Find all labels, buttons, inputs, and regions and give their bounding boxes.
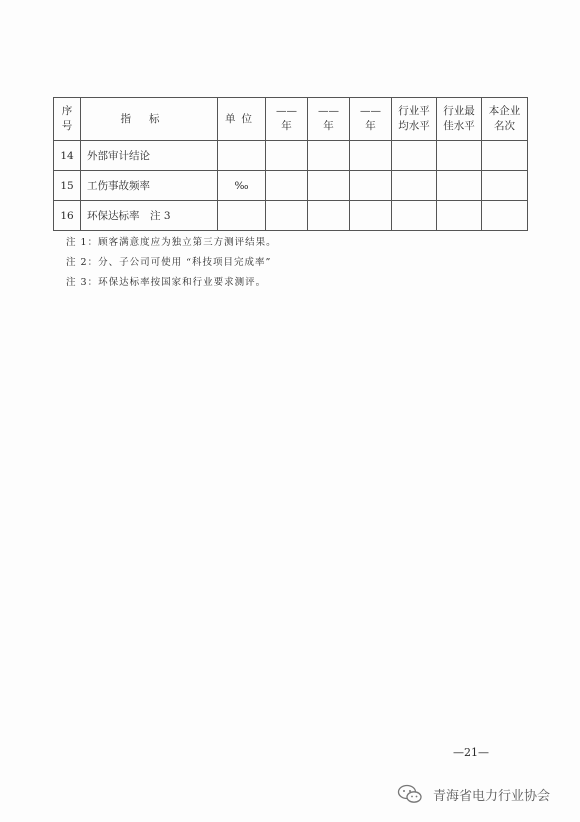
header-indicator: 指标 [81,98,218,141]
header-industry-best-line2: 佳水平 [443,120,475,132]
row-unit [218,201,266,231]
note-3: 注 3：环保达标率按国家和行业要求测评。 [66,277,267,288]
row-industry-best [437,171,482,201]
header-year-c-dash: —— [360,105,381,117]
page-number: —21— [453,746,489,759]
row-year-c [350,171,392,201]
row-year-b [308,201,350,231]
note-2: 注 2：分、子公司可使用 “科技项目完成率” [66,257,272,268]
watermark-text: 青海省电力行业协会 [433,788,551,804]
row-year-b [308,141,350,171]
row-unit: ‰ [218,171,266,201]
header-year-b-label: 年 [323,120,334,132]
table-row [54,171,528,201]
header-no-line1: 序 [61,105,73,117]
row-company-rank [482,141,528,171]
row-year-a [266,141,308,171]
header-company-rank-line1: 本企业 [488,105,521,117]
row-company-rank [482,201,528,231]
header-year-c [350,98,392,141]
table-row [54,141,528,171]
header-no-line2: 号 [61,120,73,132]
header-year-b [308,98,350,141]
indicator-table [53,97,528,231]
row-indicator: 工伤事故频率 [81,171,218,201]
header-year-a [266,98,308,141]
row-industry-best [437,141,482,171]
row-no: 16 [54,201,81,231]
table-row [54,201,528,231]
row-industry-avg [392,171,437,201]
header-year-a-dash: —— [276,105,297,117]
header-unit: 单位 [218,98,266,141]
wechat-icon [397,784,423,804]
row-industry-avg [392,201,437,231]
header-industry-avg-line2: 均水平 [398,120,430,132]
row-year-c [350,201,392,231]
row-unit [218,141,266,171]
row-indicator: 环保达标率 注 3 [81,201,218,231]
note-1: 注 1：顾客满意度应为独立第三方测评结果。 [66,237,277,248]
wechat-watermark [397,784,550,804]
row-no: 14 [54,141,81,171]
header-no [54,98,81,141]
header-company-rank-line2: 名次 [494,120,515,132]
row-indicator: 外部审计结论 [81,141,218,171]
header-company-rank [482,98,528,141]
header-year-b-dash: —— [318,105,339,117]
header-year-a-label: 年 [281,120,292,132]
row-industry-avg [392,141,437,171]
row-industry-best [437,201,482,231]
row-year-b [308,171,350,201]
header-year-c-label: 年 [365,120,376,132]
header-industry-avg [392,98,437,141]
row-year-c [350,141,392,171]
table-notes [66,233,277,293]
row-year-a [266,201,308,231]
header-industry-best-line1: 行业最 [443,105,475,117]
row-no: 15 [54,171,81,201]
table-header-row [54,98,528,141]
row-year-a [266,171,308,201]
header-industry-avg-line1: 行业平 [398,105,430,117]
row-company-rank [482,171,528,201]
header-industry-best [437,98,482,141]
